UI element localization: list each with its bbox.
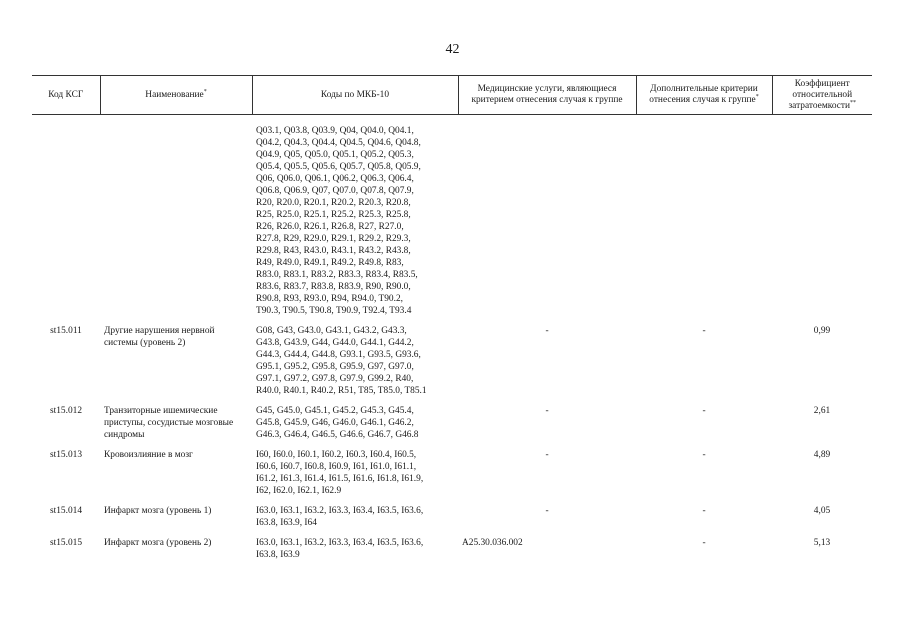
icd-codes-line: R26, R26.0, R26.1, R26.8, R27, R27.0, (256, 222, 404, 232)
icd-codes-line: R27.8, R29, R29.0, R29.1, R29.2, R29.3, (256, 234, 411, 244)
icd-codes-line: Q05.4, Q05.5, Q05.6, Q05.7, Q05.8, Q05.9, (256, 162, 421, 172)
ksg-name-cell: Другие нарушения нервной системы (уровень 2) (104, 326, 215, 348)
services-cell: - (545, 326, 549, 336)
criteria-cell: - (702, 538, 706, 548)
header-name (100, 76, 252, 115)
icd-codes-line: G45, G45.0, G45.1, G45.2, G45.3, G45.4, (256, 406, 414, 416)
table-row (32, 537, 872, 569)
icd-codes-line: R29.8, R43, R43.0, R43.1, R43.2, R43.8, (256, 246, 411, 256)
icd-codes-line: R40.0, R40.1, R40.2, R51, T85, T85.0, T85.1 (256, 386, 427, 396)
icd-codes-line: G46.3, G46.4, G46.5, G46.6, G46.7, G46.8 (256, 430, 419, 440)
header-label: Код КСГ (48, 89, 84, 100)
criteria-cell: - (702, 326, 706, 336)
table-row (32, 325, 872, 405)
header-label: Медицинские услуги, являющиеся критерием отнесения случая к группе (471, 84, 623, 105)
coefficient-cell: 5,13 (813, 538, 831, 548)
icd-codes-cell (252, 505, 458, 537)
header-coefficient (772, 76, 872, 115)
icd-codes-line: Q03.1, Q03.8, Q03.9, Q04, Q04.0, Q04.1, (256, 126, 414, 136)
services-cell: - (545, 506, 549, 516)
icd-codes-cell (252, 405, 458, 449)
header-services (458, 76, 636, 115)
ksg-name-cell: Инфаркт мозга (уровень 2) (104, 538, 212, 548)
criteria-cell: - (702, 450, 706, 460)
icd-codes-line: I61.2, I61.3, I61.4, I61.5, I61.6, I61.8, I61.9, (256, 474, 424, 484)
icd-codes-line: R83.0, R83.1, R83.2, R83.3, R83.4, R83.5, (256, 270, 418, 280)
table-row (32, 505, 872, 537)
table-row (32, 125, 872, 325)
header-criteria (636, 76, 772, 115)
icd-codes-line: Q06.8, Q06.9, Q07, Q07.0, Q07.8, Q07.9, (256, 186, 414, 196)
icd-codes-cell (252, 125, 458, 325)
icd-codes-cell (252, 325, 458, 405)
icd-codes-line: I60, I60.0, I60.1, I60.2, I60.3, I60.4, I60.5, (256, 450, 417, 460)
icd-codes-line: G43.8, G43.9, G44, G44.0, G44.1, G44.2, (256, 338, 414, 348)
ksg-table (32, 75, 872, 569)
coefficient-cell: 4,05 (813, 506, 831, 516)
services-cell (458, 125, 636, 325)
table-row (32, 405, 872, 449)
icd-codes-line: T90.3, T90.5, T90.8, T90.9, T92.4, T93.4 (256, 306, 412, 316)
services-cell: A25.30.036.002 (462, 538, 523, 548)
icd-codes-line: G95.1, G95.2, G95.8, G95.9, G97, G97.0, (256, 362, 414, 372)
icd-codes-line: I63.0, I63.1, I63.2, I63.3, I63.4, I63.5, I63.6, (256, 538, 424, 548)
page-number: 42 (445, 42, 460, 57)
services-cell: - (545, 406, 549, 416)
criteria-cell: - (702, 406, 706, 416)
ksg-name-cell: Транзиторные ишемические приступы, сосудистые мозговые синдромы (104, 406, 234, 440)
icd-codes-line: R49, R49.0, R49.1, R49.2, R49.8, R83, (256, 258, 404, 268)
ksg-name-cell (100, 125, 252, 325)
icd-codes-line: G45.8, G45.9, G46, G46.0, G46.1, G46.2, (256, 418, 414, 428)
icd-codes-line: R83.6, R83.7, R83.8, R83.9, R90, R90.0, (256, 282, 411, 292)
icd-codes-line: Q06, Q06.0, Q06.1, Q06.2, Q06.3, Q06.4, (256, 174, 414, 184)
criteria-cell: - (702, 506, 706, 516)
icd-codes-line: G44.3, G44.4, G44.8, G93.1, G93.5, G93.6, (256, 350, 421, 360)
criteria-cell (636, 125, 772, 325)
icd-codes-line: R25, R25.0, R25.1, R25.2, R25.3, R25.8, (256, 210, 411, 220)
coefficient-cell: 2,61 (813, 406, 831, 416)
table-row (32, 449, 872, 505)
ksg-code-cell: st15.012 (49, 406, 83, 416)
header-label: Коды по МКБ-10 (320, 89, 390, 100)
ksg-code-cell: st15.011 (50, 326, 82, 336)
header-label: Дополнительные критерии отнесения случая к группе (649, 84, 758, 105)
header-label: Коэффициент относительной затратоемкости (788, 78, 853, 111)
icd-codes-line: G08, G43, G43.0, G43.1, G43.2, G43.3, (256, 326, 407, 336)
services-cell: - (545, 450, 549, 460)
icd-codes-line: R90.8, R93, R93.0, R94, R94.0, T90.2, (256, 294, 403, 304)
table-body (32, 115, 872, 570)
coefficient-cell: 0,99 (813, 326, 831, 336)
icd-codes-line: I63.8, I63.9 (256, 550, 300, 560)
icd-codes-cell (252, 537, 458, 569)
ksg-code-cell: st15.014 (49, 506, 83, 516)
icd-codes-line: G97.1, G97.2, G97.8, G97.9, G99.2, R40, (256, 374, 414, 384)
icd-codes-line: Q04.9, Q05, Q05.0, Q05.1, Q05.2, Q05.3, (256, 150, 414, 160)
icd-codes-line: I60.6, I60.7, I60.8, I60.9, I61, I61.0, I61.1, (256, 462, 417, 472)
footnote-mark: * (203, 88, 207, 95)
footnote-mark: ** (850, 99, 857, 106)
ksg-name-cell: Кровоизлияние в мозг (104, 450, 193, 460)
coefficient-cell (772, 125, 872, 325)
ksg-code-cell: st15.013 (49, 450, 83, 460)
footnote-mark: * (755, 93, 759, 100)
header-label: Наименование (145, 89, 204, 100)
header-icd-codes (252, 76, 458, 115)
header-ksg-code (32, 76, 100, 115)
ksg-code-cell (32, 125, 100, 325)
icd-codes-line: R20, R20.0, R20.1, R20.2, R20.3, R20.8, (256, 198, 411, 208)
icd-codes-line: I62, I62.0, I62.1, I62.9 (256, 486, 342, 496)
table-header-row (32, 76, 872, 115)
icd-codes-cell (252, 449, 458, 505)
icd-codes-line: I63.0, I63.1, I63.2, I63.3, I63.4, I63.5, I63.6, (256, 506, 424, 516)
ksg-code-cell: st15.015 (49, 538, 83, 548)
spacer-row (32, 115, 872, 126)
icd-codes-line: Q04.2, Q04.3, Q04.4, Q04.5, Q04.6, Q04.8, (256, 138, 421, 148)
icd-codes-line: I63.8, I63.9, I64 (256, 518, 317, 528)
coefficient-cell: 4,89 (813, 450, 831, 460)
ksg-name-cell: Инфаркт мозга (уровень 1) (104, 506, 212, 516)
